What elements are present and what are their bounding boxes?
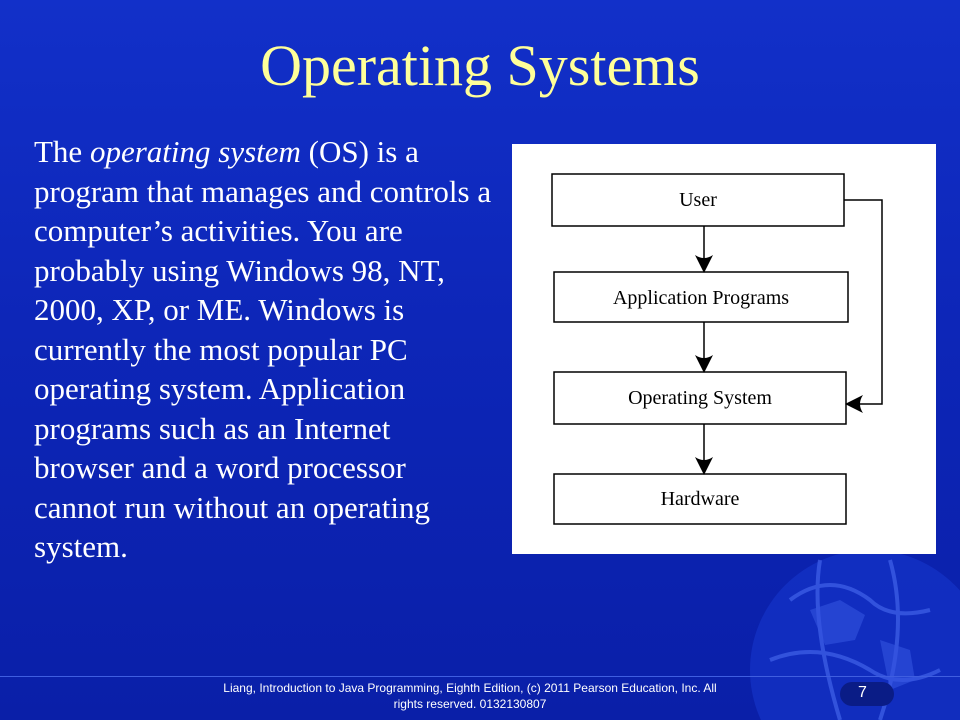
diagram-box-label: User [679, 189, 717, 211]
footer-line-1: Liang, Introduction to Java Programming, Eighth Edition, (c) 2011 Pearson Education, Inc. All [223, 681, 717, 695]
body-intro: The [34, 134, 90, 169]
diagram-box-label: Operating System [628, 387, 772, 409]
body-term: operating system [89, 134, 301, 169]
body-rest: (OS) is a program that manages and controls a computer’s activities. You are probably using Windows 98, NT, 2000, XP, or ME. Windows is currently the most popular PC operating system. Application programs such as an Internet browser and a word processor cannot run without an operating system. [34, 134, 492, 564]
diagram-box-hardware [554, 474, 846, 524]
page-number: 7 [858, 684, 867, 701]
arrow-user-to-os-bypass [844, 200, 882, 404]
diagram-box-operating-system [554, 372, 846, 424]
slide-title: Operating Systems [260, 33, 700, 98]
diagram-box-label: Hardware [660, 488, 740, 510]
diagram-box-user [552, 174, 844, 226]
footer-line-2: rights reserved. 0132130807 [393, 697, 547, 711]
diagram-box-application-programs [554, 272, 848, 322]
footer-copyright [120, 680, 820, 712]
diagram-box-label: Application Programs [612, 287, 790, 309]
body-paragraph [34, 132, 496, 567]
page-number-badge [840, 682, 894, 706]
os-layer-diagram [512, 144, 936, 554]
footer-divider [0, 676, 960, 677]
